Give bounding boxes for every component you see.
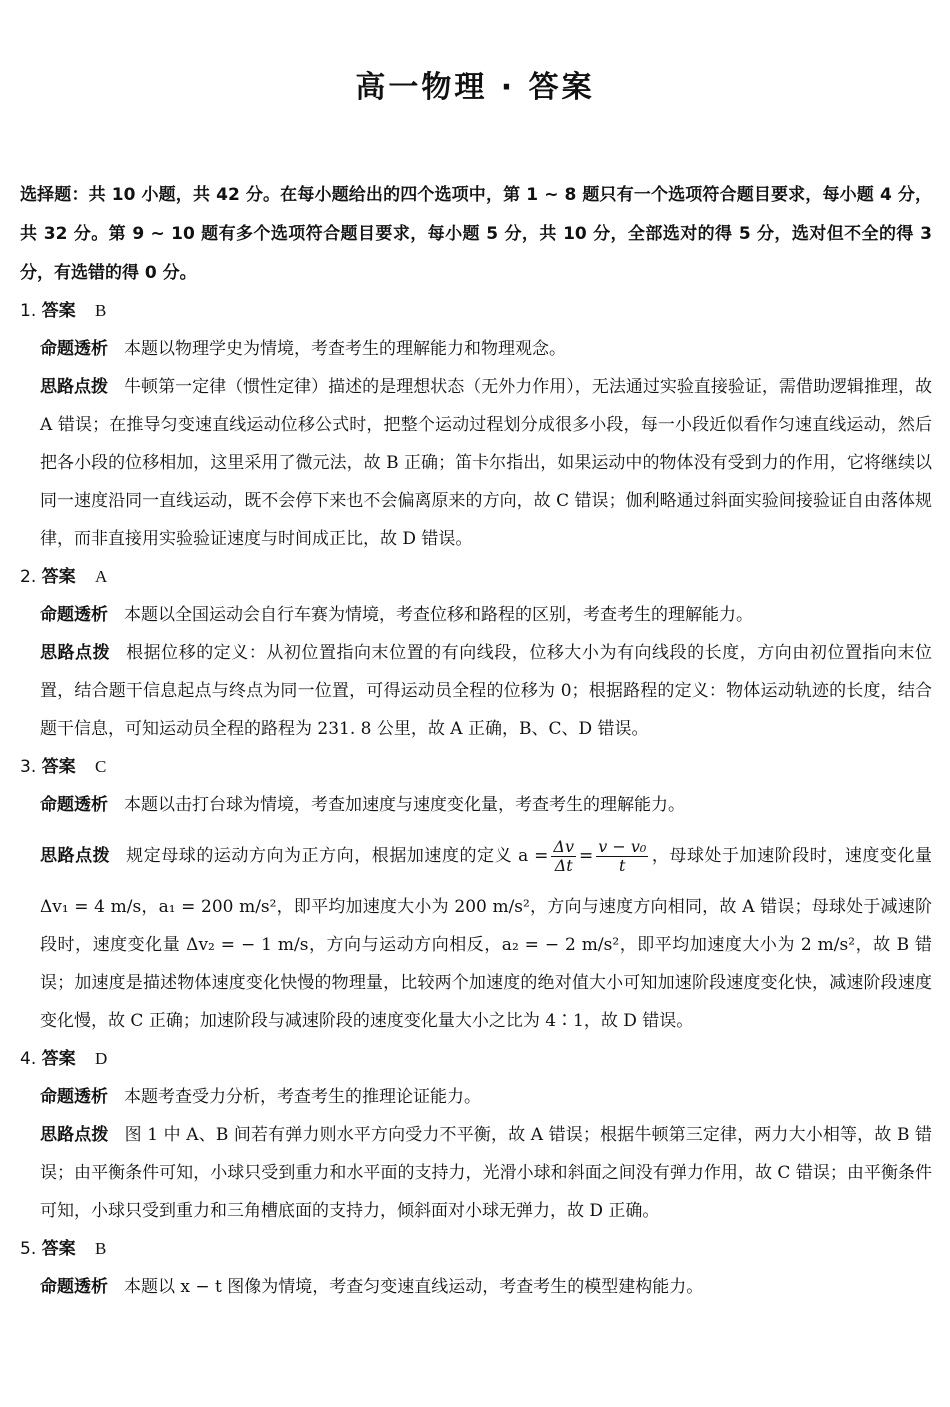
analysis-label: 命题透析 [40, 795, 108, 815]
analysis-paragraph [40, 1268, 932, 1306]
answer-label: 答案 [41, 301, 76, 321]
answer-value: B [95, 1239, 107, 1258]
question-2 [20, 558, 932, 748]
analysis-label: 命题透析 [40, 1277, 108, 1297]
page-title: 高一物理 · 答案 [355, 70, 595, 105]
analysis-text: 本题以全国运动会自行车赛为情境，考查位移和路程的区别，考查考生的理解能力。 [124, 605, 753, 625]
hint-paragraph [40, 368, 932, 558]
hint-label: 思路点拨 [40, 1125, 109, 1145]
hint-label: 思路点拨 [40, 846, 111, 866]
question-5 [20, 1230, 932, 1306]
answer-value: C [95, 757, 107, 776]
answer-line [20, 1040, 932, 1078]
section-intro: 选择题：共 10 小题，共 42 分。在每小题给出的四个选项中，第 1 ~ 8 题只有一个选项符合题目要求，每小题 4 分，共 32 分。第 9 ~ 10 题有多个选项符合题目要求，每小题 5 分，共 10 分，全部选对的得 5 分，选对但不全的得 3 分，有选错的得 0 分。 [20, 185, 932, 283]
analysis-label: 命题透析 [40, 605, 108, 625]
answer-label: 答案 [41, 757, 76, 777]
analysis-text: 本题以 x − t 图像为情境，考查匀变速直线运动，考查考生的模型建构能力。 [124, 1277, 704, 1297]
hint-text-before: 规定母球的运动方向为正方向，根据加速度的定义 a = [126, 846, 549, 866]
question-number: 3. [20, 757, 37, 777]
analysis-paragraph [40, 596, 932, 634]
hint-paragraph: 思路点拨 规定母球的运动方向为正方向，根据加速度的定义 a = $\frac{\Delta v}{\Delta t}$ = $\frac{\text{v − v₀}}{t}$ ，母球处于加速阶段时，速度变化量 Δv₁ = 4 m/s，a₁ = 200 m/s²，即平均加速度大小为 200 m/s²，方向与速度方向相同，故 A 错误；母球处于减速阶段时，速度变化量 Δv₂ = − 1 m/s，方向与运动方向相反，a₂ = − 2 m/s²，即平均加速度大小为 2 m/s²，故 B 错误；加速度是描述物体速度变化快慢的物理量，比较两个加速度的绝对值大小可知加速阶段速度变化快，减速阶段速度变化慢，故 C 正确；加速阶段与减速阶段的速度变化量大小之比为 4∶1，故 D 错误。 [40, 837, 932, 1031]
hint-text: 根据位移的定义：从初位置指向末位置的有向线段，位移大小为有向线段的长度，方向由初位置指向末位置，结合题干信息起点与终点为同一位置，可得运动员全程的位移为 0；根据路程的定义：物体运动轨迹的长度，结合题干信息，可知运动员全程的路程为 231. 8 公里，故 A 正确，B、C、D 错误。 [40, 643, 933, 739]
acceleration-fraction-1 [551, 838, 576, 875]
analysis-paragraph [40, 1078, 932, 1116]
analysis-text: 本题以击打台球为情境，考查加速度与速度变化量，考查考生的理解能力。 [124, 795, 685, 815]
hint-label: 思路点拨 [40, 643, 111, 663]
answer-value: D [95, 1049, 108, 1068]
answer-value: A [95, 567, 108, 586]
analysis-paragraph [40, 786, 932, 824]
answer-list [20, 292, 932, 1306]
hint-paragraph [40, 634, 932, 748]
question-4 [20, 1040, 932, 1230]
question-number: 5. [20, 1239, 37, 1259]
hint-text-after: ，母球处于加速阶段时，速度变化量 Δv₁ = 4 m/s，a₁ = 200 m/s²，即平均加速度大小为 200 m/s²，方向与速度方向相同，故 A 错误；母球处于减速阶段时，速度变化量 Δv₂ = − 1 m/s，方向与运动方向相反，a₂ = − 2 m/s²，即平均加速度大小为 2 m/s²，故 B 错误；加速度是描述物体速度变化快慢的物理量，比较两个加速度的绝对值大小可知加速阶段速度变化快，减速阶段速度变化慢，故 C 正确；加速阶段与减速阶段的速度变化量大小之比为 4∶1，故 D 错误。 [40, 846, 932, 1031]
question-3 [20, 748, 932, 1040]
question-number: 2. [20, 567, 37, 587]
hint-text: 图 1 中 A、B 间若有弹力则水平方向受力不平衡，故 A 错误；根据牛顿第三定律，两力大小相等，故 B 错误；由平衡条件可知，小球只受到重力和水平面的支持力，光滑小球和斜面之间没有弹力作用，故 C 错误；由平衡条件可知，小球只受到重力和三角槽底面的支持力，倾斜面对小球无弹力，故 D 正确。 [40, 1125, 932, 1221]
fraction-denominator: Δt [554, 856, 573, 875]
answer-line [20, 748, 932, 786]
answer-line [20, 292, 932, 330]
answer-label: 答案 [41, 567, 76, 587]
fraction-denominator: t [619, 856, 626, 875]
analysis-paragraph [40, 330, 932, 368]
analysis-label: 命题透析 [40, 339, 108, 359]
answer-line [20, 1230, 932, 1268]
question-number: 1. [20, 301, 37, 321]
acceleration-fraction-2 [596, 838, 648, 875]
analysis-label: 命题透析 [40, 1087, 108, 1107]
hint-paragraph [40, 1116, 932, 1230]
answer-label: 答案 [41, 1049, 76, 1069]
question-1 [20, 292, 932, 558]
hint-label: 思路点拨 [40, 377, 109, 397]
fraction-numerator: Δv [553, 837, 574, 856]
fraction-numerator: v − v₀ [598, 837, 647, 856]
question-number: 4. [20, 1049, 37, 1069]
answer-label: 答案 [41, 1239, 76, 1259]
hint-text: 牛顿第一定律（惯性定律）描述的是理想状态（无外力作用），无法通过实验直接验证，需借助逻辑推理，故 A 错误；在推导匀变速直线运动位移公式时，把整个运动过程划分成很多小段，每一小段近似看作匀速直线运动，然后把各小段的位移相加，这里采用了微元法，故 B 正确；笛卡尔指出，如果运动中的物体没有受到力的作用，它将继续以同一速度沿同一直线运动，既不会停下来也不会偏离原来的方向，故 C 错误；伽利略通过斜面实验间接验证自由落体规律，而非直接用实验验证速度与时间成正比，故 D 错误。 [40, 377, 933, 549]
answer-line [20, 558, 932, 596]
answer-value: B [95, 301, 107, 320]
analysis-text: 本题考查受力分析，考查考生的推理论证能力。 [124, 1087, 481, 1107]
analysis-text: 本题以物理学史为情境，考查考生的理解能力和物理观念。 [124, 339, 566, 359]
